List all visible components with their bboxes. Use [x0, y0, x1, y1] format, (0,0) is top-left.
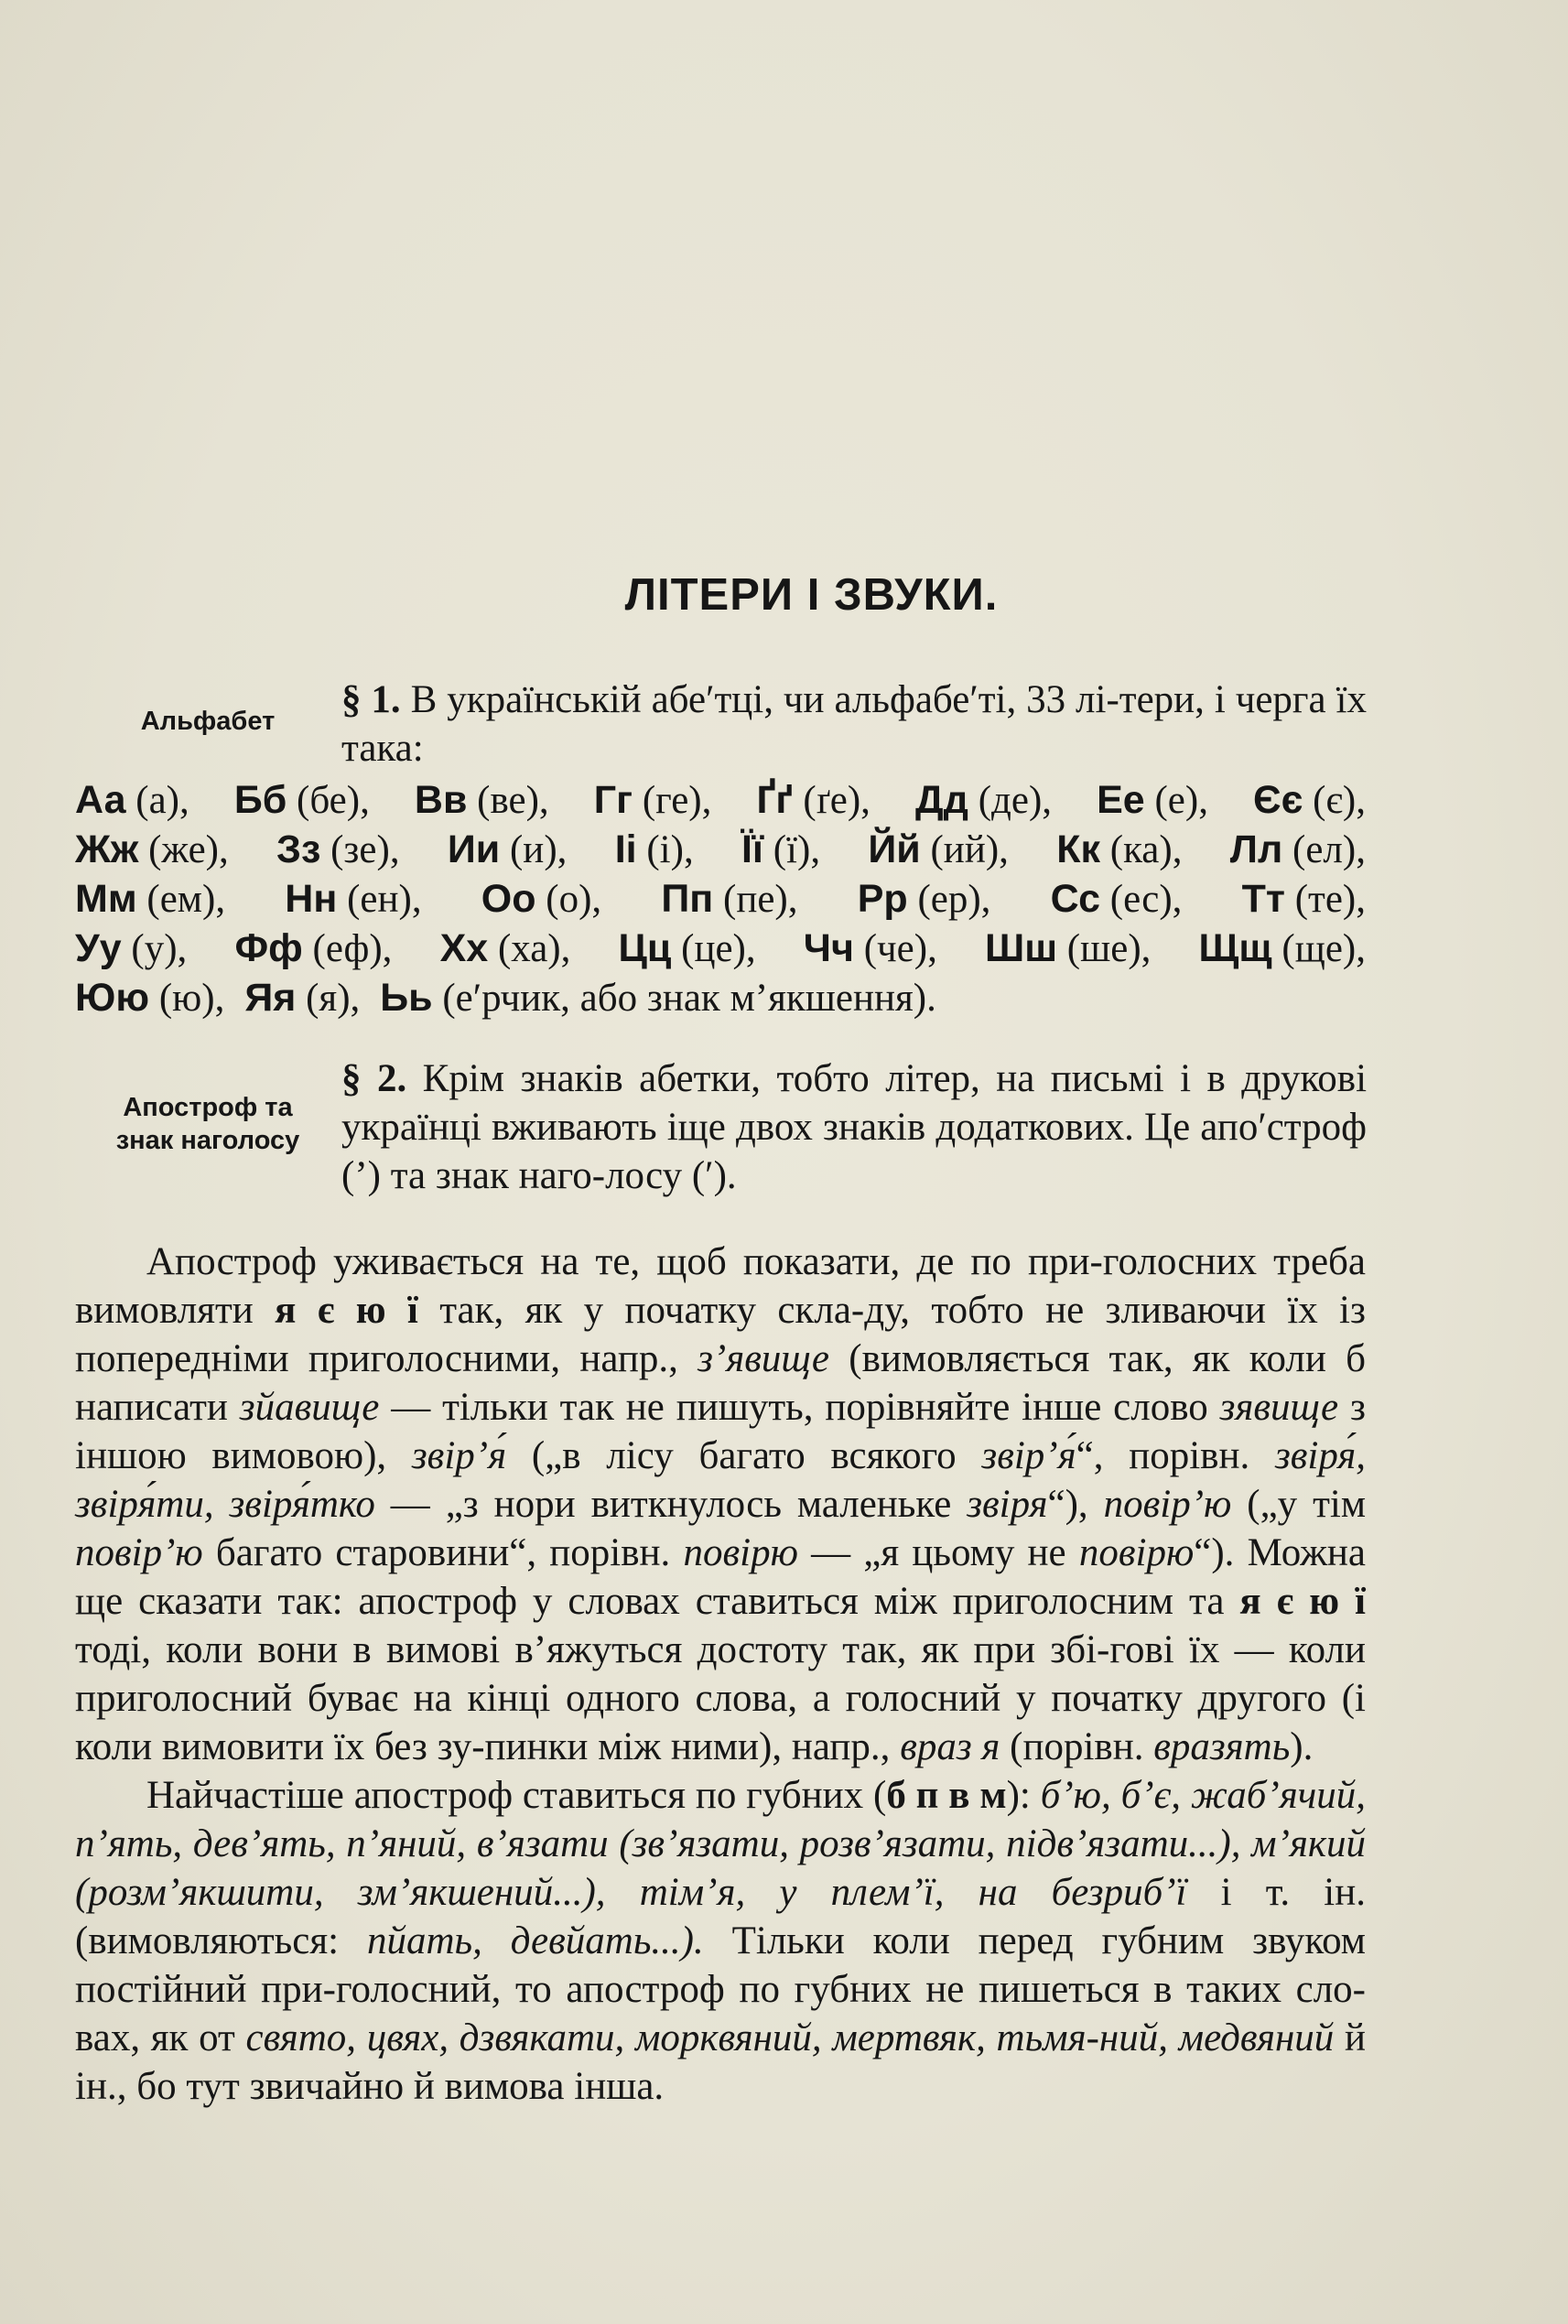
text-run: Тільки коли перед губним звуком постійний при-голосний, то апостроф по губних не пишеться в таких сло-вах, як от: [75, 1919, 1367, 2059]
letter-pair: Ее: [1097, 778, 1145, 822]
alphabet-entry: [75, 826, 229, 875]
letter-name: (е),: [1144, 779, 1208, 822]
alphabet-entry: [1056, 826, 1182, 875]
letter-name: (ха),: [488, 927, 571, 970]
letter-pair: Сс: [1050, 877, 1101, 921]
section-1-text: В українській абе′тці, чи альфабе′ті, 33 лі-тери, і черга їх така:: [341, 678, 1367, 770]
alphabet-entry: [285, 875, 421, 924]
alphabet-entry: [1253, 776, 1366, 826]
letter-pair: Юю: [75, 976, 150, 1020]
italic-example: повір’ю: [1103, 1483, 1232, 1526]
letter-pair: Зз: [276, 827, 321, 871]
letter-name: (е′рчик, або знак м’якшення).: [432, 977, 936, 1020]
text-run: ).: [1290, 1725, 1314, 1768]
text-run: з іншою вимовою),: [75, 1386, 1366, 1477]
alphabet-entry: [448, 826, 568, 875]
alphabet-entry: [915, 776, 1052, 826]
letter-pair: Чч: [803, 926, 854, 970]
letter-name: (че),: [853, 927, 937, 970]
alphabet-entry: [661, 875, 797, 924]
italic-example: звір’я́: [981, 1434, 1076, 1477]
alphabet-entry: [276, 826, 400, 875]
alphabet-entry: [75, 776, 189, 826]
letter-name: (же),: [138, 828, 229, 871]
italic-example: зйавище: [239, 1386, 380, 1429]
letter-pair: Жж: [75, 827, 139, 871]
italic-example: з’явище: [697, 1337, 829, 1380]
alphabet-entry: [234, 776, 370, 826]
alphabet-line: [75, 875, 1366, 924]
text-run: Апостроф уживається на те, щоб показати, де по при-голосних треба вимовляти: [75, 1240, 1366, 1332]
section-2-text: Крім знаків абетки, тобто літер, на письмі і в друкові українці вживають іще двох знаків додаткових. Це апо′строф (’) та знак наго-лосу (′).: [341, 1057, 1368, 1197]
alphabet-entry: [1199, 924, 1366, 974]
alphabet-line: [75, 974, 1366, 1023]
letter-name: (де),: [968, 779, 1053, 822]
letter-pair: Єє: [1253, 778, 1303, 822]
letter-pair: Мм: [75, 877, 137, 921]
letter-pair: Йй: [868, 827, 921, 871]
letter-name: (ще),: [1271, 927, 1366, 970]
italic-example: звіря: [967, 1483, 1048, 1526]
text-run: багато старовини“, порівн.: [202, 1531, 684, 1574]
letter-pair: Пп: [661, 877, 714, 921]
alphabet-list: [75, 776, 1366, 1023]
letter-name: (ий),: [920, 828, 1009, 871]
alphabet-entry: [615, 826, 694, 875]
text-run: — тільки так не пишуть, порівняйте інше слово: [379, 1386, 1220, 1429]
letter-name: (ем),: [136, 878, 226, 921]
italic-example: звіря́, звіря́ти, звіря́тко: [75, 1434, 1367, 1526]
letter-pair: Нн: [285, 877, 338, 921]
text-run: Найчастіше апостроф ставиться по губних (: [146, 1774, 887, 1817]
text-run: („у тім: [1231, 1483, 1367, 1526]
text-run: („в лісу багато всякого: [506, 1434, 982, 1477]
letter-pair: Лл: [1229, 827, 1283, 871]
italic-example: б’ю, б’є, жаб’ячий, п’ять, дев’ять, п’яний, в’язати (зв’язати, розв’язати, підв’язати...), м’який (розм’якшити, зм’якшений...), тім’я, у плем’ї, на безриб’ї: [75, 1774, 1366, 1914]
text-run: “). Можна ще сказати так: апостроф у словах ставиться між приголосним та: [75, 1531, 1367, 1623]
alphabet-line: [75, 776, 1366, 826]
letter-name: (ен),: [337, 878, 422, 921]
alphabet-line: [75, 924, 1366, 974]
letter-pair: Дд: [915, 778, 968, 822]
letter-pair: Оо: [481, 877, 536, 921]
alphabet-line: [75, 826, 1366, 875]
text-run: й ін., бо тут звичайно й вимова інша.: [75, 2016, 1366, 2108]
letter-pair: Щщ: [1198, 926, 1272, 970]
letter-pair: Ии: [447, 827, 501, 871]
letter-name: (и),: [500, 828, 568, 871]
italic-example: повірю: [1078, 1531, 1195, 1574]
letter-name: (ер),: [907, 878, 991, 921]
alphabet-entry: [868, 826, 1009, 875]
letter-pair: Бб: [233, 778, 287, 822]
alphabet-entry: [594, 776, 712, 826]
alphabet-entry: [75, 924, 187, 974]
alphabet-entry: [858, 875, 991, 924]
alphabet-entry: [1097, 776, 1208, 826]
alphabet-entry: [804, 924, 937, 974]
italic-example: вразять: [1153, 1725, 1291, 1768]
letter-pair: Яя: [244, 976, 297, 1020]
alphabet-entry: [1051, 875, 1183, 924]
text-run: — „з нори виткнулось маленьке: [374, 1483, 968, 1526]
text-run: “),: [1047, 1483, 1104, 1526]
margin-note-apostrophe: Апостроф та знак наголосу: [115, 1093, 300, 1155]
letter-name: (ше),: [1057, 927, 1152, 970]
letter-name: (ве),: [467, 779, 549, 822]
letter-name: (бе),: [287, 779, 370, 822]
alphabet-entry: [985, 924, 1151, 974]
letter-pair: Гг: [593, 778, 633, 822]
alphabet-entry: [244, 974, 360, 1023]
alphabet-entry: [1242, 875, 1366, 924]
letter-pair: Рр: [857, 877, 908, 921]
letter-name: (у),: [121, 927, 188, 970]
letter-name: (ї),: [762, 828, 821, 871]
main-text: [75, 1238, 1366, 2111]
letter-name: (є),: [1303, 779, 1366, 822]
bold-letters: я є ю ї: [275, 1289, 418, 1332]
bold-letters: я є ю ї: [1239, 1580, 1366, 1623]
letter-name: (ес),: [1100, 878, 1183, 921]
letter-pair: Хх: [439, 926, 489, 970]
margin-note-alphabet: Альфабет: [140, 707, 276, 736]
text-run: так, як у початку скла-ду, тобто не зливаючи їх із попередніми приголосними, напр.,: [75, 1289, 1366, 1380]
alphabet-entry: [380, 974, 936, 1023]
text-run: (порівн.: [1000, 1725, 1154, 1768]
section-number: § 2.: [341, 1057, 407, 1100]
paragraph-apostrophe-usage: [75, 1238, 1366, 1771]
letter-name: (ю),: [149, 977, 225, 1020]
letter-name: (це),: [671, 927, 756, 970]
letter-name: (еф),: [302, 927, 393, 970]
alphabet-entry: [619, 924, 756, 974]
letter-pair: Ґґ: [756, 778, 794, 822]
alphabet-entry: [741, 826, 820, 875]
italic-example: пйать, девйать...).: [366, 1919, 704, 1962]
alphabet-entry: [75, 974, 224, 1023]
letter-name: (зе),: [320, 828, 400, 871]
alphabet-entry: [440, 924, 571, 974]
italic-example: повір’ю: [75, 1531, 203, 1574]
letter-pair: Іі: [614, 827, 637, 871]
italic-example: свято, цвях, дзвякати, морквяний, мертвяк, тьмя-ний, медвяний: [245, 2016, 1335, 2059]
text-run: тоді, коли вони в вимові в’яжуться достоту так, як при збі-гові їх — коли приголосний буває на кінці одного слова, а голосний у початку другого (і коли вимовити їх без зу-пинки між ними), напр.,: [75, 1628, 1366, 1768]
letter-name: (о),: [535, 878, 602, 921]
letter-pair: Аа: [75, 778, 126, 822]
letter-name: (ка),: [1100, 828, 1183, 871]
section-2-intro: [341, 1054, 1367, 1200]
letter-name: (а),: [125, 779, 189, 822]
italic-example: звір’я́: [411, 1434, 507, 1477]
alphabet-entry: [756, 776, 870, 826]
letter-pair: Кк: [1056, 827, 1100, 871]
text-run: і т. ін. (вимовляються:: [75, 1871, 1366, 1962]
section-number: § 1.: [341, 678, 401, 721]
italic-example: враз я: [900, 1725, 1000, 1768]
letter-name: (і),: [636, 828, 694, 871]
paragraph-labials: [75, 1771, 1366, 2111]
letter-pair: Уу: [75, 926, 122, 970]
letter-name: (ге),: [633, 779, 712, 822]
alphabet-entry: [234, 924, 392, 974]
letter-name: (я),: [296, 977, 361, 1020]
text-run: (вимовляється так, як коли б написати: [75, 1337, 1366, 1429]
text-run: “, порівн.: [1076, 1434, 1275, 1477]
letter-pair: Її: [741, 827, 763, 871]
italic-example: повірю: [683, 1531, 798, 1574]
text-run: ):: [1006, 1774, 1041, 1817]
alphabet-entry: [481, 875, 601, 924]
italic-example: зявище: [1219, 1386, 1339, 1429]
letter-pair: Цц: [618, 926, 672, 970]
letter-pair: Фф: [234, 926, 303, 970]
letter-name: (ґе),: [793, 779, 871, 822]
bold-letters: б п в м: [886, 1774, 1007, 1817]
section-1-intro: [341, 676, 1367, 773]
letter-pair: Ьь: [380, 976, 433, 1020]
letter-pair: Вв: [414, 778, 468, 822]
letter-pair: Тт: [1241, 877, 1285, 921]
letter-name: (пе),: [713, 878, 798, 921]
letter-name: (те),: [1284, 878, 1366, 921]
alphabet-entry: [1230, 826, 1366, 875]
alphabet-entry: [415, 776, 549, 826]
text-run: — „я цьому не: [797, 1531, 1079, 1574]
letter-name: (ел),: [1282, 828, 1366, 871]
letter-pair: Шш: [984, 926, 1058, 970]
page-title: ЛІТЕРИ І ЗВУКИ.: [624, 570, 999, 620]
alphabet-entry: [75, 875, 225, 924]
